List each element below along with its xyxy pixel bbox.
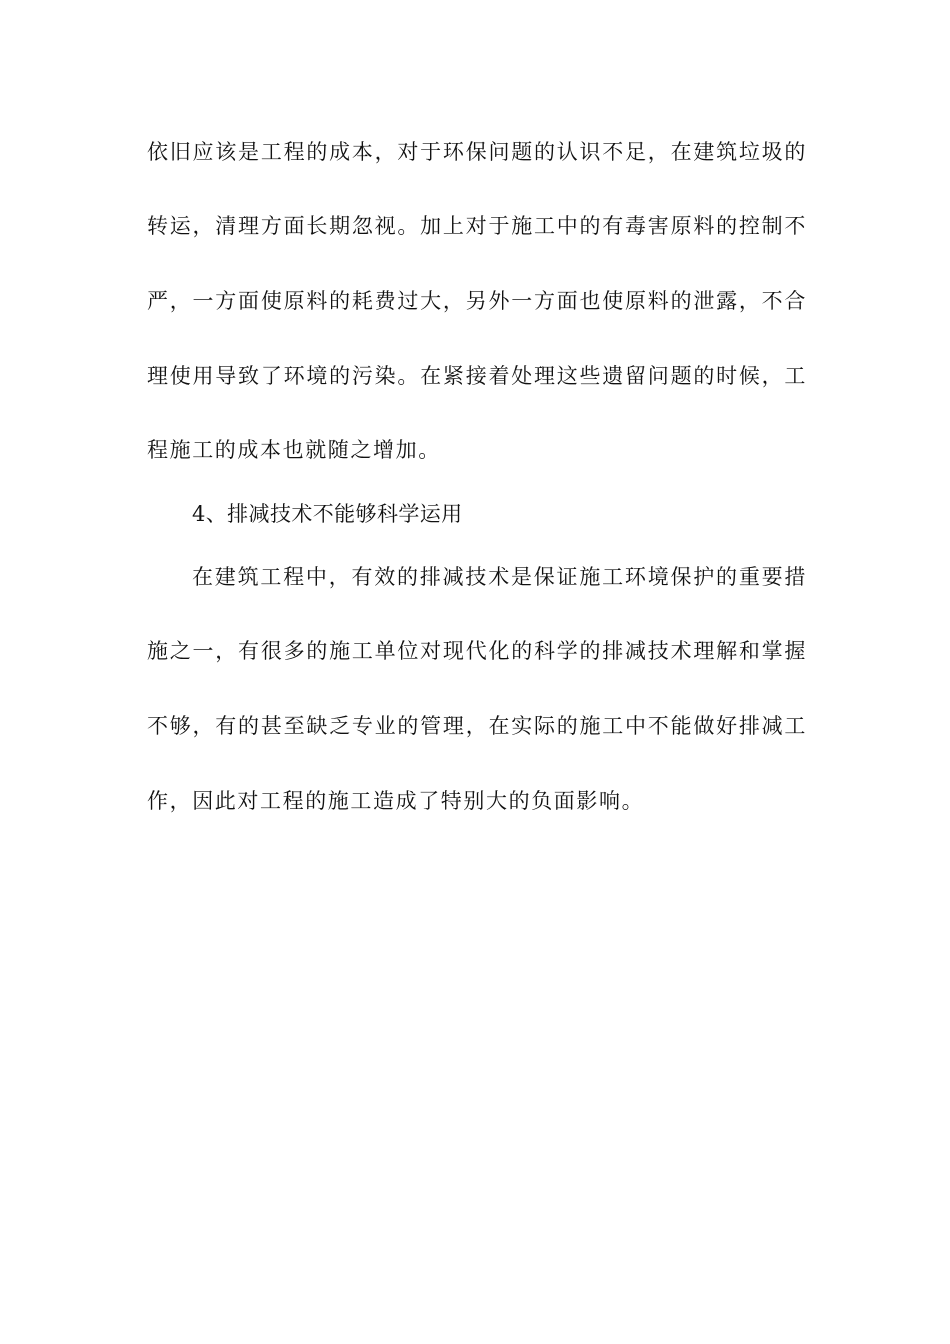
paragraph-2-line-1: 在建筑工程中，有效的排减技术是保证施工环境保护的重要措 bbox=[192, 565, 807, 589]
paragraph-2-line-4: 作，因此对工程的施工造成了特别大的负面影响。 bbox=[147, 789, 645, 813]
paragraph-1-line-2: 转运，清理方面长期忽视。加上对于施工中的有毒害原料的控制不 bbox=[147, 214, 807, 238]
paragraph-1-line-1: 依旧应该是工程的成本，对于环保问题的认识不足，在建筑垃圾的 bbox=[147, 140, 807, 164]
paragraph-2-line-2: 施之一，有很多的施工单位对现代化的科学的排减技术理解和掌握 bbox=[147, 639, 807, 663]
paragraph-1-line-5: 程施工的成本也就随之增加。 bbox=[147, 438, 441, 462]
paragraph-1-line-3: 严，一方面使原料的耗费过大，另外一方面也使原料的泄露，不合 bbox=[147, 289, 807, 313]
section-heading: 4、排减技术不能够科学运用 bbox=[192, 502, 463, 526]
paragraph-1-line-4: 理使用导致了环境的污染。在紧接着处理这些遗留问题的时候，工 bbox=[147, 364, 807, 388]
paragraph-2-line-3: 不够，有的甚至缺乏专业的管理，在实际的施工中不能做好排减工 bbox=[147, 714, 807, 738]
